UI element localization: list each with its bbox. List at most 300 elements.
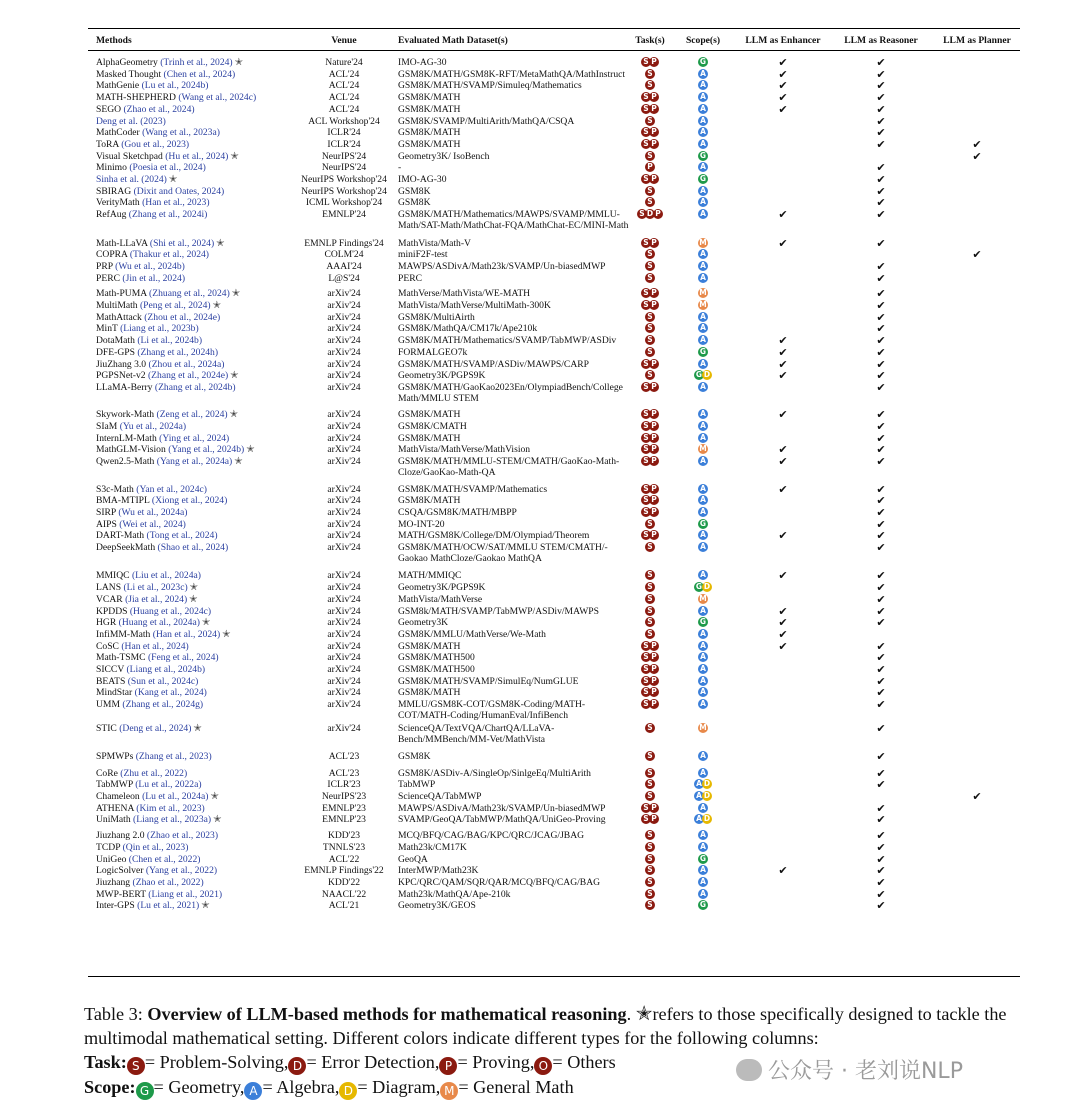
method-cell <box>96 877 296 888</box>
citation-link[interactable]: (Liang et al., 2023a) <box>133 814 212 826</box>
enhancer-check: ✔ <box>778 369 788 383</box>
scope-cell <box>678 238 728 249</box>
badge-p: P <box>649 174 659 184</box>
scope-legend <box>136 1077 574 1097</box>
dataset-cell: Geometry3K <box>398 617 449 629</box>
scope-cell <box>678 791 728 802</box>
citation-link[interactable]: (Shi et al., 2024) <box>149 237 215 249</box>
task-cell <box>628 629 672 640</box>
method-name: InfiMM-Math <box>96 628 153 640</box>
method-cell <box>96 842 296 853</box>
method-name: S3c-Math <box>96 483 137 495</box>
citation-link[interactable]: (Yang et al., 2024a) <box>156 456 233 468</box>
citation-link[interactable]: (Li et al., 2024b) <box>137 335 203 347</box>
badge-s: S <box>645 751 655 761</box>
dataset-cell: GSM8K/MATH/GSM8K-RFT/MetaMathQA/MathInstruct <box>398 68 626 80</box>
badge-a: A <box>698 323 708 333</box>
badge-s: S <box>645 606 655 616</box>
enhancer-check: ✔ <box>778 208 788 222</box>
badge-s: S <box>641 803 651 813</box>
watermark-text: 公众号 · 老刘说NLP <box>768 1059 963 1084</box>
citation-link[interactable]: (Zhang et al., 2024i) <box>128 209 208 221</box>
badge-m: M <box>699 444 707 454</box>
dataset-cell: KPC/QRC/QAM/SQR/QAR/MCQ/BFQ/CAG/BAG <box>398 876 601 888</box>
citation-link[interactable]: (Wang et al., 2024c) <box>178 92 257 104</box>
task-cell <box>628 582 672 593</box>
multimodal-star-icon: ✭ <box>230 370 239 382</box>
scope-cell <box>678 484 728 495</box>
dataset-cell: GSM8K/MATH <box>398 640 461 652</box>
badge-s: S <box>645 186 655 196</box>
citation-link[interactable]: (Sun et al., 2024c) <box>127 675 199 687</box>
reasoner-check: ✔ <box>876 271 886 285</box>
venue-cell: arXiv'24 <box>327 518 361 530</box>
venue-cell: arXiv'24 <box>327 311 361 323</box>
multimodal-star-icon: ✭ <box>201 617 211 629</box>
method-name: TCDP <box>96 841 123 853</box>
method-cell <box>96 347 296 358</box>
dataset-cell: GSM8K/MATH/OCW/SAT/MMLU STEM/CMATH/-Gaokao MathCloze/Gaokao MathQA <box>398 542 608 564</box>
method-cell <box>96 484 296 495</box>
reasoner-check: ✔ <box>876 663 886 676</box>
method-name: InternLM-Math <box>96 432 160 444</box>
enhancer-check: ✔ <box>778 56 788 69</box>
venue-cell: arXiv'24 <box>327 346 361 358</box>
venue-cell: arXiv'24 <box>327 722 361 734</box>
legend-text: = General Math <box>458 1077 574 1097</box>
task-cell <box>628 312 672 323</box>
citation-link[interactable]: (Jia et al., 2024) <box>125 593 188 605</box>
method-name: Masked Thought <box>96 68 164 80</box>
multimodal-star-icon: ✭ <box>189 593 198 605</box>
citation-link[interactable]: (Zhu et al., 2022) <box>120 767 188 779</box>
dataset-cell: GSM8K/SVAMP/MultiArith/MathQA/CSQA <box>398 115 575 127</box>
dataset-cell: Geometry3K/PGPS9K <box>398 582 486 594</box>
method-name: DFE-GPS <box>96 346 138 358</box>
citation-link[interactable]: (Zhou et al., 2024e) <box>144 311 221 323</box>
citation-link[interactable]: (Jin et al., 2024) <box>122 272 186 284</box>
reasoner-check: ✔ <box>876 236 886 250</box>
venue-cell: NeurIPS'24 <box>321 150 367 162</box>
venue-cell: EMNLP Findings'22 <box>304 865 384 877</box>
badge-a: A <box>698 687 708 697</box>
citation-link[interactable]: (Hu et al., 2024) <box>165 150 229 162</box>
citation-link[interactable]: (Yu et al., 2024a) <box>119 421 187 432</box>
citation-link[interactable]: (Zhou et al., 2024a) <box>148 358 225 370</box>
task-cell <box>628 791 672 802</box>
citation-link[interactable]: (Wu et al., 2024a) <box>118 506 188 518</box>
venue-cell: arXiv'24 <box>327 506 361 518</box>
citation-link[interactable]: (Tong et al., 2024) <box>146 530 218 542</box>
header-enhancer: LLM as Enhancer <box>745 35 821 46</box>
citation-link[interactable]: (Zhang et al., 2024e) <box>147 370 229 382</box>
task-cell <box>628 699 672 710</box>
citation-link[interactable]: (Han et al., 2023) <box>142 197 210 209</box>
reasoner-check: ✔ <box>876 126 886 140</box>
multimodal-star-icon: ✭ <box>201 900 210 912</box>
citation-link[interactable]: (Zhang et al., 2024b) <box>154 381 236 393</box>
citation-link[interactable]: Sinha et al. (2024) <box>96 174 167 185</box>
enhancer-check: ✔ <box>778 482 788 496</box>
header-dataset: Evaluated Math Dataset(s) <box>398 35 508 46</box>
method-cell <box>96 582 296 593</box>
scope-cell <box>678 570 728 581</box>
task-cell <box>628 80 672 91</box>
venue-cell: NeurIPS Workshop'24 <box>301 174 387 185</box>
badge-s: S <box>645 335 655 345</box>
badge-p: P <box>649 495 659 505</box>
method-name: Minimo <box>96 162 130 174</box>
badge-s: S <box>645 877 655 887</box>
badge-p: P <box>649 382 659 392</box>
planner-check: ✔ <box>972 137 982 151</box>
badge-s: S <box>641 174 651 184</box>
citation-link[interactable]: (Zhao et al., 2022) <box>132 876 204 888</box>
dataset-cell: GSM8K/MATH500 <box>398 664 475 675</box>
citation-link[interactable]: Deng et al. (2023) <box>96 115 166 127</box>
enhancer-check: ✔ <box>778 443 788 457</box>
badge-a: A <box>694 779 704 789</box>
reasoner-check: ✔ <box>876 310 886 324</box>
citation-link[interactable]: (Wei et al., 2024) <box>119 518 186 530</box>
enhancer-check: ✔ <box>778 529 788 543</box>
scope-cell <box>678 151 728 162</box>
venue-cell: EMNLP Findings'24 <box>304 237 384 249</box>
dataset-cell: MathVista/Math-V <box>398 237 471 249</box>
task-cell <box>628 814 672 825</box>
citation-link[interactable]: (Wu et al., 2024b) <box>115 260 185 272</box>
reasoner-check: ✔ <box>876 455 886 469</box>
reasoner-check: ✔ <box>876 569 886 583</box>
method-cell <box>96 854 296 865</box>
citation-link[interactable]: (Liang et al., 2021) <box>148 888 223 900</box>
method-cell <box>96 687 296 698</box>
scope-cell <box>678 300 728 311</box>
task-cell <box>628 421 672 432</box>
venue-cell: arXiv'24 <box>327 640 361 652</box>
task-cell <box>628 842 672 853</box>
method-cell <box>96 444 296 455</box>
scope-cell <box>678 186 728 197</box>
method-cell <box>96 421 296 432</box>
scope-cell <box>678 261 728 272</box>
dataset-cell: InterMWP/Math23K <box>398 865 479 877</box>
method-cell <box>96 335 296 346</box>
task-cell <box>628 456 672 467</box>
multimodal-star-icon: ✭ <box>246 444 255 456</box>
badge-s: S <box>645 854 655 864</box>
task-cell <box>628 335 672 346</box>
venue-cell: ACL Workshop'24 <box>308 115 380 127</box>
method-cell <box>96 594 296 605</box>
task-cell <box>628 104 672 115</box>
method-cell <box>96 791 296 802</box>
citation-link[interactable]: (Zhang et al., 2024h) <box>137 346 219 358</box>
reasoner-check: ✔ <box>876 369 886 383</box>
method-cell <box>96 80 296 91</box>
citation-link[interactable]: (Zhang et al., 2024g) <box>122 699 204 711</box>
multimodal-star-icon: ✭ <box>210 791 219 802</box>
badge-s: S <box>645 723 655 733</box>
method-name: Chameleon <box>96 791 143 802</box>
header-task: Task(s) <box>635 35 665 46</box>
badge-a: A <box>698 273 708 283</box>
reasoner-check: ✔ <box>876 505 886 519</box>
badge-a: A <box>698 421 708 431</box>
scope-cell <box>678 814 728 825</box>
citation-link[interactable]: (Lu et al., 2024a) <box>142 791 209 802</box>
badge-m: M <box>699 288 707 298</box>
citation-link[interactable]: (Xiong et al., 2024) <box>151 495 228 507</box>
venue-cell: arXiv'24 <box>327 358 361 370</box>
venue-cell: arXiv'24 <box>327 617 361 629</box>
venue-cell: arXiv'24 <box>327 483 361 495</box>
planner-check: ✔ <box>972 790 982 803</box>
task-cell <box>628 238 672 249</box>
dataset-cell: GSM8K/MATH <box>398 432 461 444</box>
reasoner-check: ✔ <box>876 380 886 394</box>
reasoner-check: ✔ <box>876 581 886 595</box>
task-cell <box>628 542 672 553</box>
citation-link[interactable]: (Shao et al., 2024) <box>157 542 229 553</box>
citation-link[interactable]: (Zhuang et al., 2024) <box>149 288 230 300</box>
citation-link[interactable]: (Chen et al., 2024) <box>163 68 236 80</box>
method-name: SIRP <box>96 506 119 518</box>
method-name: MathCoder <box>96 127 143 139</box>
task-cell <box>628 273 672 284</box>
task-cell <box>628 484 672 495</box>
citation-link[interactable]: (Wang et al., 2023a) <box>142 127 220 139</box>
planner-check: ✔ <box>972 149 982 163</box>
badge-a: A <box>698 312 708 322</box>
task-cell <box>628 877 672 888</box>
scope-cell <box>678 370 728 381</box>
legend-text: = Proving, <box>457 1052 535 1072</box>
method-cell <box>96 312 296 323</box>
method-cell <box>96 197 296 208</box>
task-cell <box>628 127 672 138</box>
venue-cell: arXiv'24 <box>327 699 361 711</box>
legend-text: = Geometry, <box>153 1077 245 1097</box>
planner-check: ✔ <box>972 248 982 262</box>
citation-link[interactable]: (Han et al., 2024) <box>121 640 189 652</box>
citation-link[interactable]: (Poesia et al., 2024) <box>129 162 206 174</box>
reasoner-check: ✔ <box>876 91 886 105</box>
scope-cell <box>678 507 728 518</box>
task-cell <box>628 507 672 518</box>
citation-link[interactable]: (Qin et al., 2023) <box>122 841 189 853</box>
method-cell <box>96 456 296 467</box>
method-name: Jiuzhang <box>96 876 133 888</box>
dataset-cell: GSM8K/MATH/Mathematics/MAWPS/SVAMP/MMLU-Math/SAT-Math/MathChat-FQA/MathChat-EC/MINI-Math <box>398 209 629 232</box>
scope-cell <box>678 687 728 698</box>
badge-p: P <box>649 359 659 369</box>
scope-cell <box>678 854 728 865</box>
badge-a: A <box>698 877 708 887</box>
dataset-cell: IMO-AG-30 <box>398 57 447 68</box>
badge-a: A <box>698 570 708 580</box>
method-cell <box>96 751 296 762</box>
citation-link[interactable]: (Li et al., 2023c) <box>123 582 188 594</box>
task-cell <box>628 433 672 444</box>
header-scope: Scope(s) <box>685 35 721 46</box>
badge-g: G <box>699 57 707 66</box>
badge-p: P <box>649 288 659 298</box>
citation-link[interactable]: (Yan et al., 2024c) <box>136 483 207 495</box>
task-cell <box>628 347 672 358</box>
method-name: SPMWPs <box>96 750 136 762</box>
badge-p: P <box>653 209 663 219</box>
venue-cell: EMNLP'23 <box>322 814 366 826</box>
task-cell <box>628 359 672 370</box>
citation-link[interactable]: (Zhang et al., 2023) <box>135 750 212 762</box>
citation-link[interactable]: (Kang et al., 2024) <box>134 687 207 699</box>
citation-link[interactable]: (Deng et al., 2024) <box>119 722 192 734</box>
badge-g: G <box>699 518 707 528</box>
header-reasoner: LLM as Reasoner <box>844 35 918 46</box>
task-cell <box>628 92 672 103</box>
task-cell <box>628 57 672 68</box>
badge-p: P <box>649 409 659 419</box>
dataset-cell: GSM8K/MATH <box>398 127 461 139</box>
method-name: Math-TSMC <box>96 652 148 664</box>
badge-p: P <box>649 57 659 67</box>
scope-cell <box>678 877 728 888</box>
scope-cell <box>678 174 728 185</box>
citation-link[interactable]: (Huang et al., 2024c) <box>129 605 212 617</box>
dataset-cell: GSM8K/MultiAirth <box>398 311 475 323</box>
badge-s: S <box>645 249 655 259</box>
reasoner-check: ✔ <box>876 102 886 116</box>
citation-link[interactable]: (Yang et al., 2024b) <box>168 444 245 456</box>
badge-s: S <box>645 779 655 789</box>
badge-g: G <box>699 150 707 160</box>
enhancer-check: ✔ <box>778 67 788 81</box>
enhancer-check: ✔ <box>778 627 788 641</box>
dataset-cell: GSM8K/MATH <box>398 138 461 150</box>
citation-link[interactable]: (Peng et al., 2024) <box>139 300 211 311</box>
badge-a: A <box>698 664 708 674</box>
badge-s: S <box>641 433 651 443</box>
citation-link[interactable]: (Liang et al., 2024b) <box>126 664 206 675</box>
method-cell <box>96 507 296 518</box>
badge-p: P <box>649 687 659 697</box>
header-venue: Venue <box>331 35 357 46</box>
method-cell <box>96 174 296 185</box>
task-cell <box>628 151 672 162</box>
venue-cell: arXiv'24 <box>327 288 361 300</box>
citation-link[interactable]: (Yang et al., 2022) <box>145 865 218 877</box>
citation-link[interactable]: (Han et al., 2024) <box>152 628 221 640</box>
citation-link[interactable]: (Kim et al., 2023) <box>136 802 205 814</box>
citation-link[interactable]: (Dixit and Oates, 2024) <box>133 185 225 197</box>
method-cell <box>96 723 296 734</box>
multimodal-star-icon: ✭ <box>212 300 221 311</box>
method-name: MATH-SHEPHERD <box>96 92 179 104</box>
badge-s: S <box>645 151 655 161</box>
reasoner-check: ✔ <box>876 604 886 618</box>
badge-d: D <box>646 209 654 219</box>
citation-link[interactable]: (Zhao et al., 2024) <box>123 103 195 115</box>
badge-a: A <box>698 542 708 552</box>
citation-link[interactable]: (Lu et al., 2022a) <box>135 779 202 791</box>
method-name: MathGenie <box>96 80 142 92</box>
citation-link[interactable]: (Liu et al., 2024a) <box>131 570 201 582</box>
citation-link[interactable]: (Lu et al., 2024b) <box>141 80 209 92</box>
method-cell <box>96 629 296 640</box>
citation-link[interactable]: (Trinh et al., 2024) <box>160 57 233 68</box>
task-cell <box>628 370 672 381</box>
dataset-cell: GSM8K/MATH500 <box>398 652 475 664</box>
task-cell <box>628 186 672 197</box>
scope-cell <box>678 273 728 284</box>
badge-p: P <box>649 139 659 149</box>
badge-s: S <box>645 116 655 126</box>
task-cell <box>628 519 672 530</box>
method-cell <box>96 889 296 900</box>
badge-a: A <box>698 209 708 219</box>
reasoner-check: ✔ <box>876 778 886 792</box>
badge-a: A <box>698 139 708 149</box>
method-name: SICCV <box>96 664 127 675</box>
reasoner-check: ✔ <box>876 651 886 665</box>
dataset-cell: MathVista/MathVerse/MathVision <box>398 444 531 456</box>
badge-s: S <box>641 288 651 298</box>
citation-link[interactable]: (Huang et al., 2024a) <box>118 617 200 629</box>
reasoner-check: ✔ <box>876 813 886 827</box>
venue-cell: ACL'23 <box>328 750 360 762</box>
badge-p: P <box>649 699 659 709</box>
badge-a: A <box>698 249 708 259</box>
citation-link[interactable]: (Thakur et al., 2024) <box>129 249 209 261</box>
dataset-cell: GSM8K <box>398 197 431 209</box>
dataset-cell: GSM8K/MATH <box>398 92 461 104</box>
badge-a: A <box>698 768 708 778</box>
venue-cell: NeurIPS Workshop'24 <box>301 185 387 197</box>
task-cell <box>628 664 672 675</box>
venue-cell: arXiv'24 <box>327 675 361 687</box>
enhancer-check: ✔ <box>778 102 788 116</box>
task-cell <box>628 803 672 814</box>
legend-text: = Error Detection, <box>306 1052 440 1072</box>
citation-link[interactable]: (Lu et al., 2021) <box>137 900 200 912</box>
method-name: PGPSNet-v2 <box>96 370 148 382</box>
enhancer-check: ✔ <box>778 569 788 583</box>
badge-p: P <box>649 507 659 517</box>
citation-link[interactable]: (Feng et al., 2024) <box>147 652 219 664</box>
badge-p: P <box>649 641 659 651</box>
citation-link[interactable]: (Zhao et al., 2023) <box>146 830 219 842</box>
reasoner-check: ✔ <box>876 616 886 630</box>
venue-cell: arXiv'24 <box>327 652 361 664</box>
citation-link[interactable]: (Chen et al., 2022) <box>128 853 201 865</box>
enhancer-check: ✔ <box>778 864 788 878</box>
citation-link[interactable]: (Zeng et al., 2024) <box>156 409 228 421</box>
task-cell <box>628 139 672 150</box>
badge-s: S <box>645 519 655 529</box>
scope-cell <box>678 104 728 115</box>
scope-cell <box>678 359 728 370</box>
task-cell <box>628 249 672 260</box>
badge-s: S <box>641 687 651 697</box>
method-name: KPDDS <box>96 605 130 617</box>
citation-link[interactable]: (Liang et al., 2023b) <box>120 323 199 335</box>
citation-link[interactable]: (Gou et al., 2023) <box>121 138 190 150</box>
method-cell <box>96 139 296 150</box>
citation-link[interactable]: (Ying et al., 2024) <box>159 432 230 444</box>
reasoner-check: ✔ <box>876 345 886 359</box>
badge-s: S <box>641 456 651 466</box>
